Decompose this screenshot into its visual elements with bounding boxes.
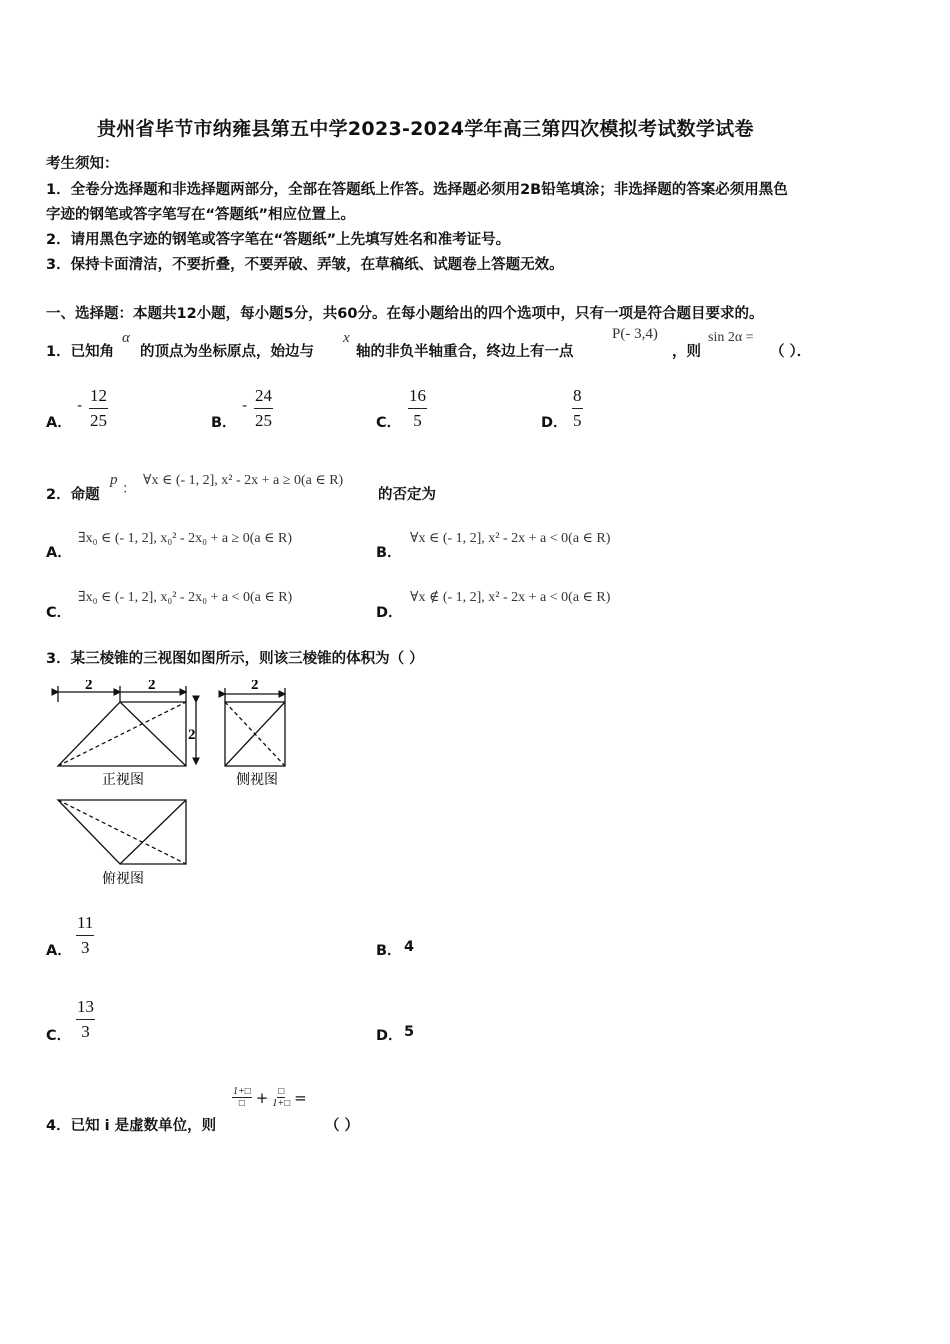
denominator: 25 xyxy=(90,411,107,430)
front-view xyxy=(58,686,196,766)
denominator: 5 xyxy=(573,411,582,430)
top-view-label: 俯视图 xyxy=(102,871,144,887)
side-view-label: 侧视图 xyxy=(236,772,278,788)
numerator: 12 xyxy=(89,386,108,409)
option-text: ∃x₀ ∈ (- 1, 2], x₀² - 2x₀ + a ≥ 0(a ∈ R) xyxy=(78,531,292,546)
side-view xyxy=(225,688,285,766)
denominator: 3 xyxy=(81,1022,90,1041)
dim-label: 2 xyxy=(148,680,156,693)
p-symbol: p xyxy=(110,472,118,488)
numerator: 13 xyxy=(76,997,95,1020)
side-edge xyxy=(225,702,285,766)
fraction xyxy=(272,1086,290,1109)
dim-label: 2 xyxy=(251,680,259,693)
numerator: 1+□ xyxy=(233,1086,251,1097)
front-edge xyxy=(120,702,186,766)
option-label: D． xyxy=(541,415,568,431)
alpha-symbol: α xyxy=(122,330,130,346)
option-text: ∃x₀ ∈ (- 1, 2], x₀² - 2x₀ + a < 0(a ∈ R) xyxy=(78,590,293,605)
denominator: 3 xyxy=(80,938,90,957)
proposition: ∀x ∈ (- 1, 2], x² - 2x + a ≥ 0(a ∈ R) xyxy=(143,473,344,488)
denominator: 5 xyxy=(413,411,422,430)
option-label: B． xyxy=(376,545,402,561)
front-view-label: 正视图 xyxy=(102,772,144,788)
question-2-text: 的否定为 xyxy=(378,487,436,503)
option-text: ∀x ∈ (- 1, 2], x² - 2x + a < 0(a ∈ R) xyxy=(410,531,611,546)
denominator: 1+□ xyxy=(272,1098,291,1109)
option-label: C． xyxy=(46,605,72,621)
option-label: C． xyxy=(46,1028,72,1044)
option-fraction xyxy=(76,997,95,1043)
x-symbol: x xyxy=(343,330,350,346)
top-edge xyxy=(120,800,186,864)
colon: ： xyxy=(122,482,136,497)
answer-paren: （ ） xyxy=(325,1118,360,1134)
option-label: A． xyxy=(46,545,72,561)
numerator: 16 xyxy=(408,386,427,409)
top-hidden-edge xyxy=(58,800,186,864)
question-3-text: 3．某三棱锥的三视图如图所示，则该三棱锥的体积为（ ） xyxy=(46,651,424,667)
option-value: 4 xyxy=(404,939,415,955)
question-1-text: 1．已知角 xyxy=(46,344,115,360)
question-1-text: 的顶点为坐标原点，始边与 xyxy=(140,344,314,360)
page-title: 贵州省毕节市纳雍县第五中学2023-2024学年高三第四次模拟考试数学试卷 xyxy=(97,118,754,140)
option-fraction xyxy=(254,386,273,432)
top-view xyxy=(58,800,186,864)
point-p: P(- 3,4) xyxy=(612,326,658,342)
fraction xyxy=(232,1086,252,1109)
minus-sign: - xyxy=(77,398,83,414)
option-fraction xyxy=(89,386,108,432)
answer-paren: （ ）． xyxy=(770,344,812,360)
option-label: C． xyxy=(376,415,402,431)
equals-sign: = xyxy=(294,1088,307,1107)
complex-expression xyxy=(232,1086,307,1109)
notice-item: 2．请用黑色字迹的钢笔或答字笔在“答题纸”上先填写姓名和准考证号。 xyxy=(46,232,511,248)
option-text: ∀x ∉ (- 1, 2], x² - 2x + a < 0(a ∈ R) xyxy=(410,590,611,605)
question-2-text: 2．命题 xyxy=(46,487,100,503)
option-label: B． xyxy=(211,415,237,431)
sin-expression: sin 2α = xyxy=(708,330,754,345)
option-fraction xyxy=(408,386,427,432)
question-1-text: ，则 xyxy=(672,344,701,360)
option-label: D． xyxy=(376,1028,403,1044)
notice-item: 字迹的钢笔或答字笔写在“答题纸”相应位置上。 xyxy=(46,207,356,223)
plus-sign: + xyxy=(255,1088,269,1107)
numerator: 8 xyxy=(572,386,583,409)
question-1-text: 轴的非负半轴重合，终边上有一点 xyxy=(356,344,574,360)
denominator: 25 xyxy=(255,411,272,430)
numerator: 24 xyxy=(254,386,273,409)
notice-heading: 考生须知： xyxy=(46,156,119,172)
dim-label: 2 xyxy=(85,680,93,693)
option-label: B． xyxy=(376,943,402,959)
numerator: 11 xyxy=(76,913,94,936)
option-label: A． xyxy=(46,943,72,959)
option-fraction xyxy=(76,913,94,959)
notice-item: 3．保持卡面清洁，不要折叠，不要弄破、弄皱，在草稿纸、试题卷上答题无效。 xyxy=(46,257,564,273)
minus-sign: - xyxy=(242,398,248,414)
three-view-figure xyxy=(40,680,300,895)
front-hidden-edge xyxy=(58,702,186,766)
section-heading: 一、选择题：本题共12小题，每小题5分，共60分。在每小题给出的四个选项中，只有一项是符合题目要求的。 xyxy=(46,306,764,322)
option-value: 5 xyxy=(404,1024,415,1040)
notice-item: 1．全卷分选择题和非选择题两部分，全部在答题纸上作答。选择题必须用2B铅笔填涂；非选择题的答案必须用黑色 xyxy=(46,182,788,198)
numerator: □ xyxy=(278,1086,285,1097)
option-label: A． xyxy=(46,415,72,431)
denominator: □ xyxy=(238,1098,245,1109)
option-fraction xyxy=(572,386,583,432)
option-label: D． xyxy=(376,605,403,621)
question-4-text: 4．已知 i 是虚数单位，则 xyxy=(46,1118,217,1134)
dim-label: 2 xyxy=(188,727,196,743)
